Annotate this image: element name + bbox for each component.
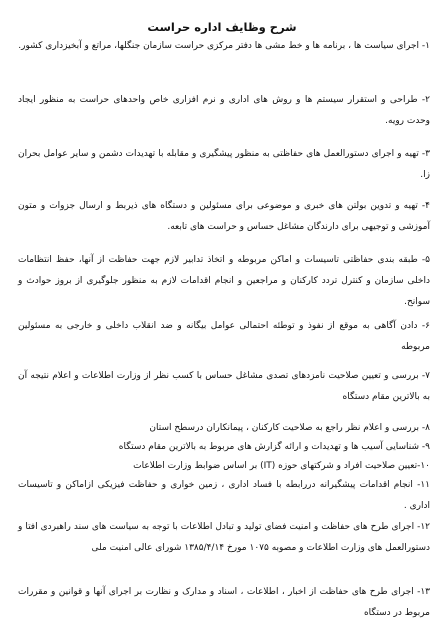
- duty-item-5: ۵- طبقه بندی حفاظتی تاسیسات و اماکن مربوطه و اتخاذ تدابیر لازم جهت حفاظت از آنها، حفظ انتظامات داخلی سازمان و کنترل تردد کارکنان و مراجعین و انجام اقدامات لازم به منظور جلوگیری از بروز حوادث و سوانح.: [18, 255, 430, 307]
- duty-item-7: ۷- بررسی و تعیین صلاحیت نامزدهای تصدی مشاغل حساس با کسب نظر از وزارت اطلاعات و اعلام نتیجه آن به بالاترین مقام دستگاه: [18, 371, 430, 402]
- duty-item-13: ۱۳- اجرای طرح های حفاظت از اخبار ، اطلاعات ، اسناد و مدارک و نظارت بر اجرای آنها و قوانین و مقررات مربوط در دستگاه: [18, 587, 430, 618]
- duty-item-11: ۱۱- انجام اقدامات پیشگیرانه دررابطه با فساد اداری ، زمین خواری و حفاظت فیزیکی ازاماکن و تاسیسات اداری .: [18, 480, 430, 511]
- page-title: شرح وظایف اداره حراست: [147, 20, 297, 34]
- duty-item-4: ۴- تهیه و تدوین بولتن های خبری و موضوعی برای مسئولین و دستگاه های ذیربط و ارسال جزوات و متون آموزشی و توجیهی برای دارندگان مشاغل حساس و حراست های تابعه.: [18, 201, 430, 232]
- duty-item-2: ۲- طراحی و استقرار سیستم ها و روش های اداری و نرم افزاری خاص واحدهای حراست به منظور ایجاد وحدت رویه.: [18, 95, 430, 126]
- duty-item-10: ۱۰-تعیین صلاحیت افراد و شرکتهای حوزه (IT) بر اساس ضوابط وزارت اطلاعات: [133, 461, 430, 471]
- duty-item-3: ۳- تهیه و اجرای دستورالعمل های حفاظتی به منظور پیشگیری و مقابله با تهدیدات دشمن و سایر عوامل بحران زا.: [18, 149, 430, 180]
- duty-item-8: ۸- بررسی و اعلام نظر راجع به صلاحیت کارکنان ، پیمانکاران درسطح استان: [149, 423, 430, 433]
- duty-item-9: ۹- شناسایی آسیب ها و تهدیدات و ارائه گزارش های مربوط به بالاترین مقام دستگاه: [118, 442, 430, 452]
- duty-item-12: ۱۲- اجرای طرح های حفاظت و امنیت فضای تولید و تبادل اطلاعات با توجه به سیاست های سند راهبردی افتا و دستورالعمل های وزارت اطلاعات و مصوبه ۱۰۷۵ مورخ ۱۳۸۵/۴/۱۴ شورای عالی امنیت ملی: [18, 522, 430, 553]
- duty-item-1: ۱- اجرای سیاست ها ، برنامه ها و خط مشی ها دفتر مرکزی حراست سازمان جنگلها، مراتع و آبخیزداری کشور.: [18, 41, 430, 51]
- duty-item-6: ۶- دادن آگاهی به موقع از نفوذ و توطئه احتمالی عوامل بیگانه و ضد انقلاب داخلی و خارجی به مسئولین مربوطه: [18, 321, 430, 352]
